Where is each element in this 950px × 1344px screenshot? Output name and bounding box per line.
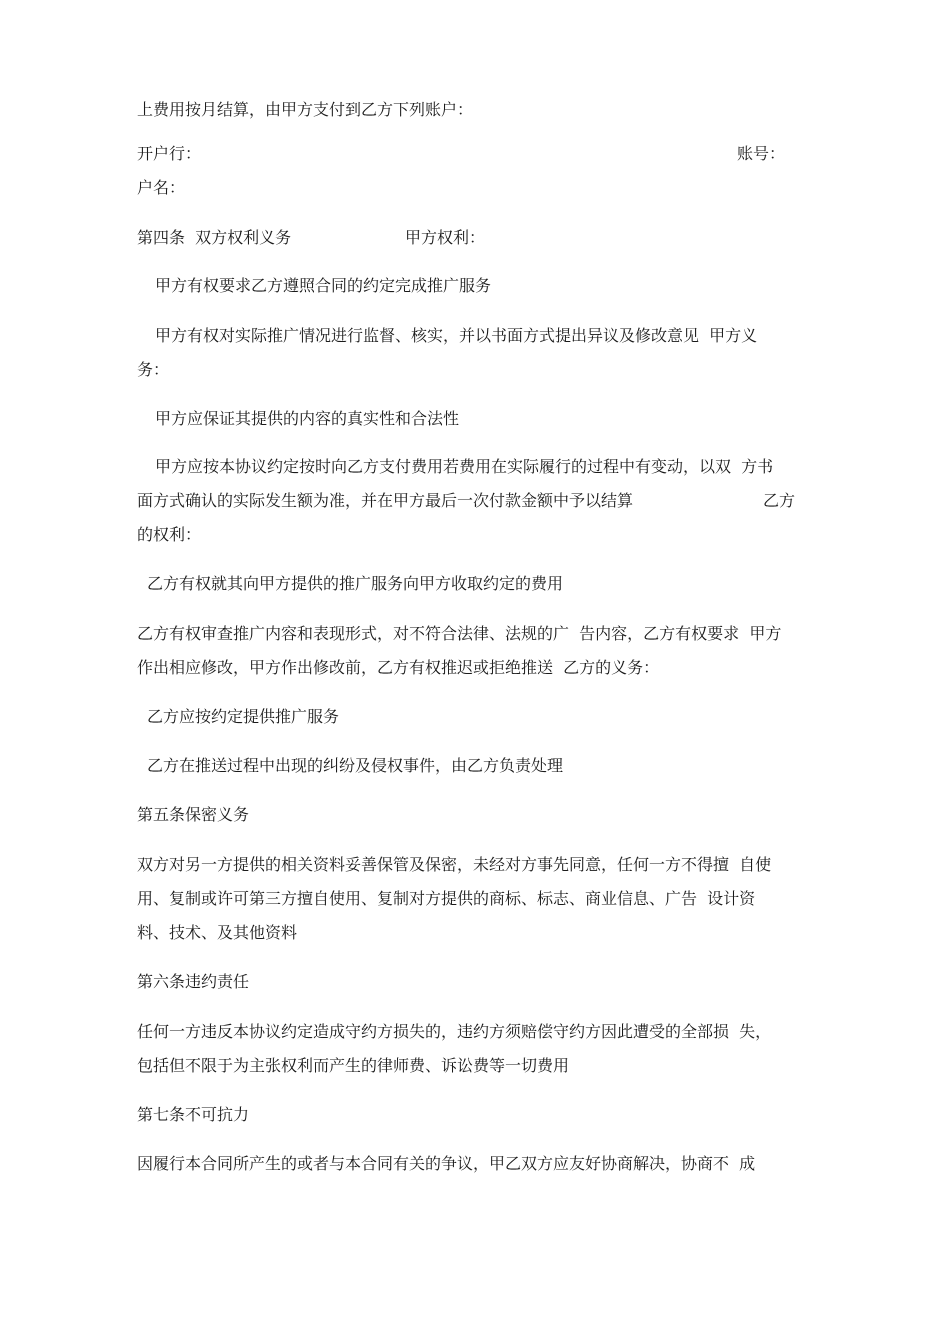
section-heading: 第六条违约责任 xyxy=(137,972,250,991)
text-line: 面方式确认的实际发生额为准，并在甲方最后一次付款金额中予以结算 xyxy=(137,491,634,510)
text-line: 甲方有权要求乙方遵照合同的约定完成推广服务 xyxy=(155,276,492,295)
account-name-label: 户名： xyxy=(137,178,186,197)
text-line: 甲方应保证其提供的内容的真实性和合法性 xyxy=(155,409,460,428)
text-line: 因履行本合同所产生的或者与本合同有关的争议，甲乙双方应友好协商解决，协商不 成 xyxy=(137,1154,756,1173)
text-line: 乙方有权审查推广内容和表现形式，对不符合法律、法规的广 告内容，乙方有权要求 甲方 xyxy=(137,624,782,643)
text-line: 用、复制或许可第三方擅自使用、复制对方提供的商标、标志、商业信息、广告 设计资 xyxy=(137,889,756,908)
text-line: 双方对另一方提供的相关资料妥善保管及保密，未经对方事先同意，任何一方不得擅 自使 xyxy=(137,855,772,874)
section-heading: 第七条不可抗力 xyxy=(137,1105,250,1124)
section-heading: 第四条 双方权利义务 xyxy=(137,228,292,247)
text-line: 任何一方违反本协议约定造成守约方损失的，违约方须赔偿守约方因此遭受的全部损 失， xyxy=(137,1022,772,1041)
text-line: 料、技术、及其他资料 xyxy=(137,923,298,942)
text-line: 甲方有权对实际推广情况进行监督、核实，并以书面方式提出异议及修改意见 甲方义 xyxy=(155,326,758,345)
subsection-heading: 乙方 xyxy=(763,491,796,510)
bank-label: 开户行： xyxy=(137,144,202,163)
text-line: 乙方有权就其向甲方提供的推广服务向甲方收取约定的费用 xyxy=(147,574,564,593)
section-heading: 第五条保密义务 xyxy=(137,805,250,824)
subsection-heading: 甲方权利： xyxy=(405,228,486,247)
text-line: 的权利： xyxy=(137,525,202,544)
text-line: 乙方在推送过程中出现的纠纷及侵权事件，由乙方负责处理 xyxy=(147,756,564,775)
text-line: 甲方应按本协议约定按时向乙方支付费用若费用在实际履行的过程中有变动，以双 方书 xyxy=(155,457,774,476)
text-line: 乙方应按约定提供推广服务 xyxy=(147,707,340,726)
text-line: 作出相应修改，甲方作出修改前，乙方有权推迟或拒绝推送 乙方的义务： xyxy=(137,658,660,677)
text-line: 上费用按月结算，由甲方支付到乙方下列账户： xyxy=(137,100,474,119)
text-line: 务： xyxy=(137,360,170,379)
account-label: 账号： xyxy=(737,144,786,163)
text-line: 包括但不限于为主张权利而产生的律师费、诉讼费等一切费用 xyxy=(137,1056,570,1075)
